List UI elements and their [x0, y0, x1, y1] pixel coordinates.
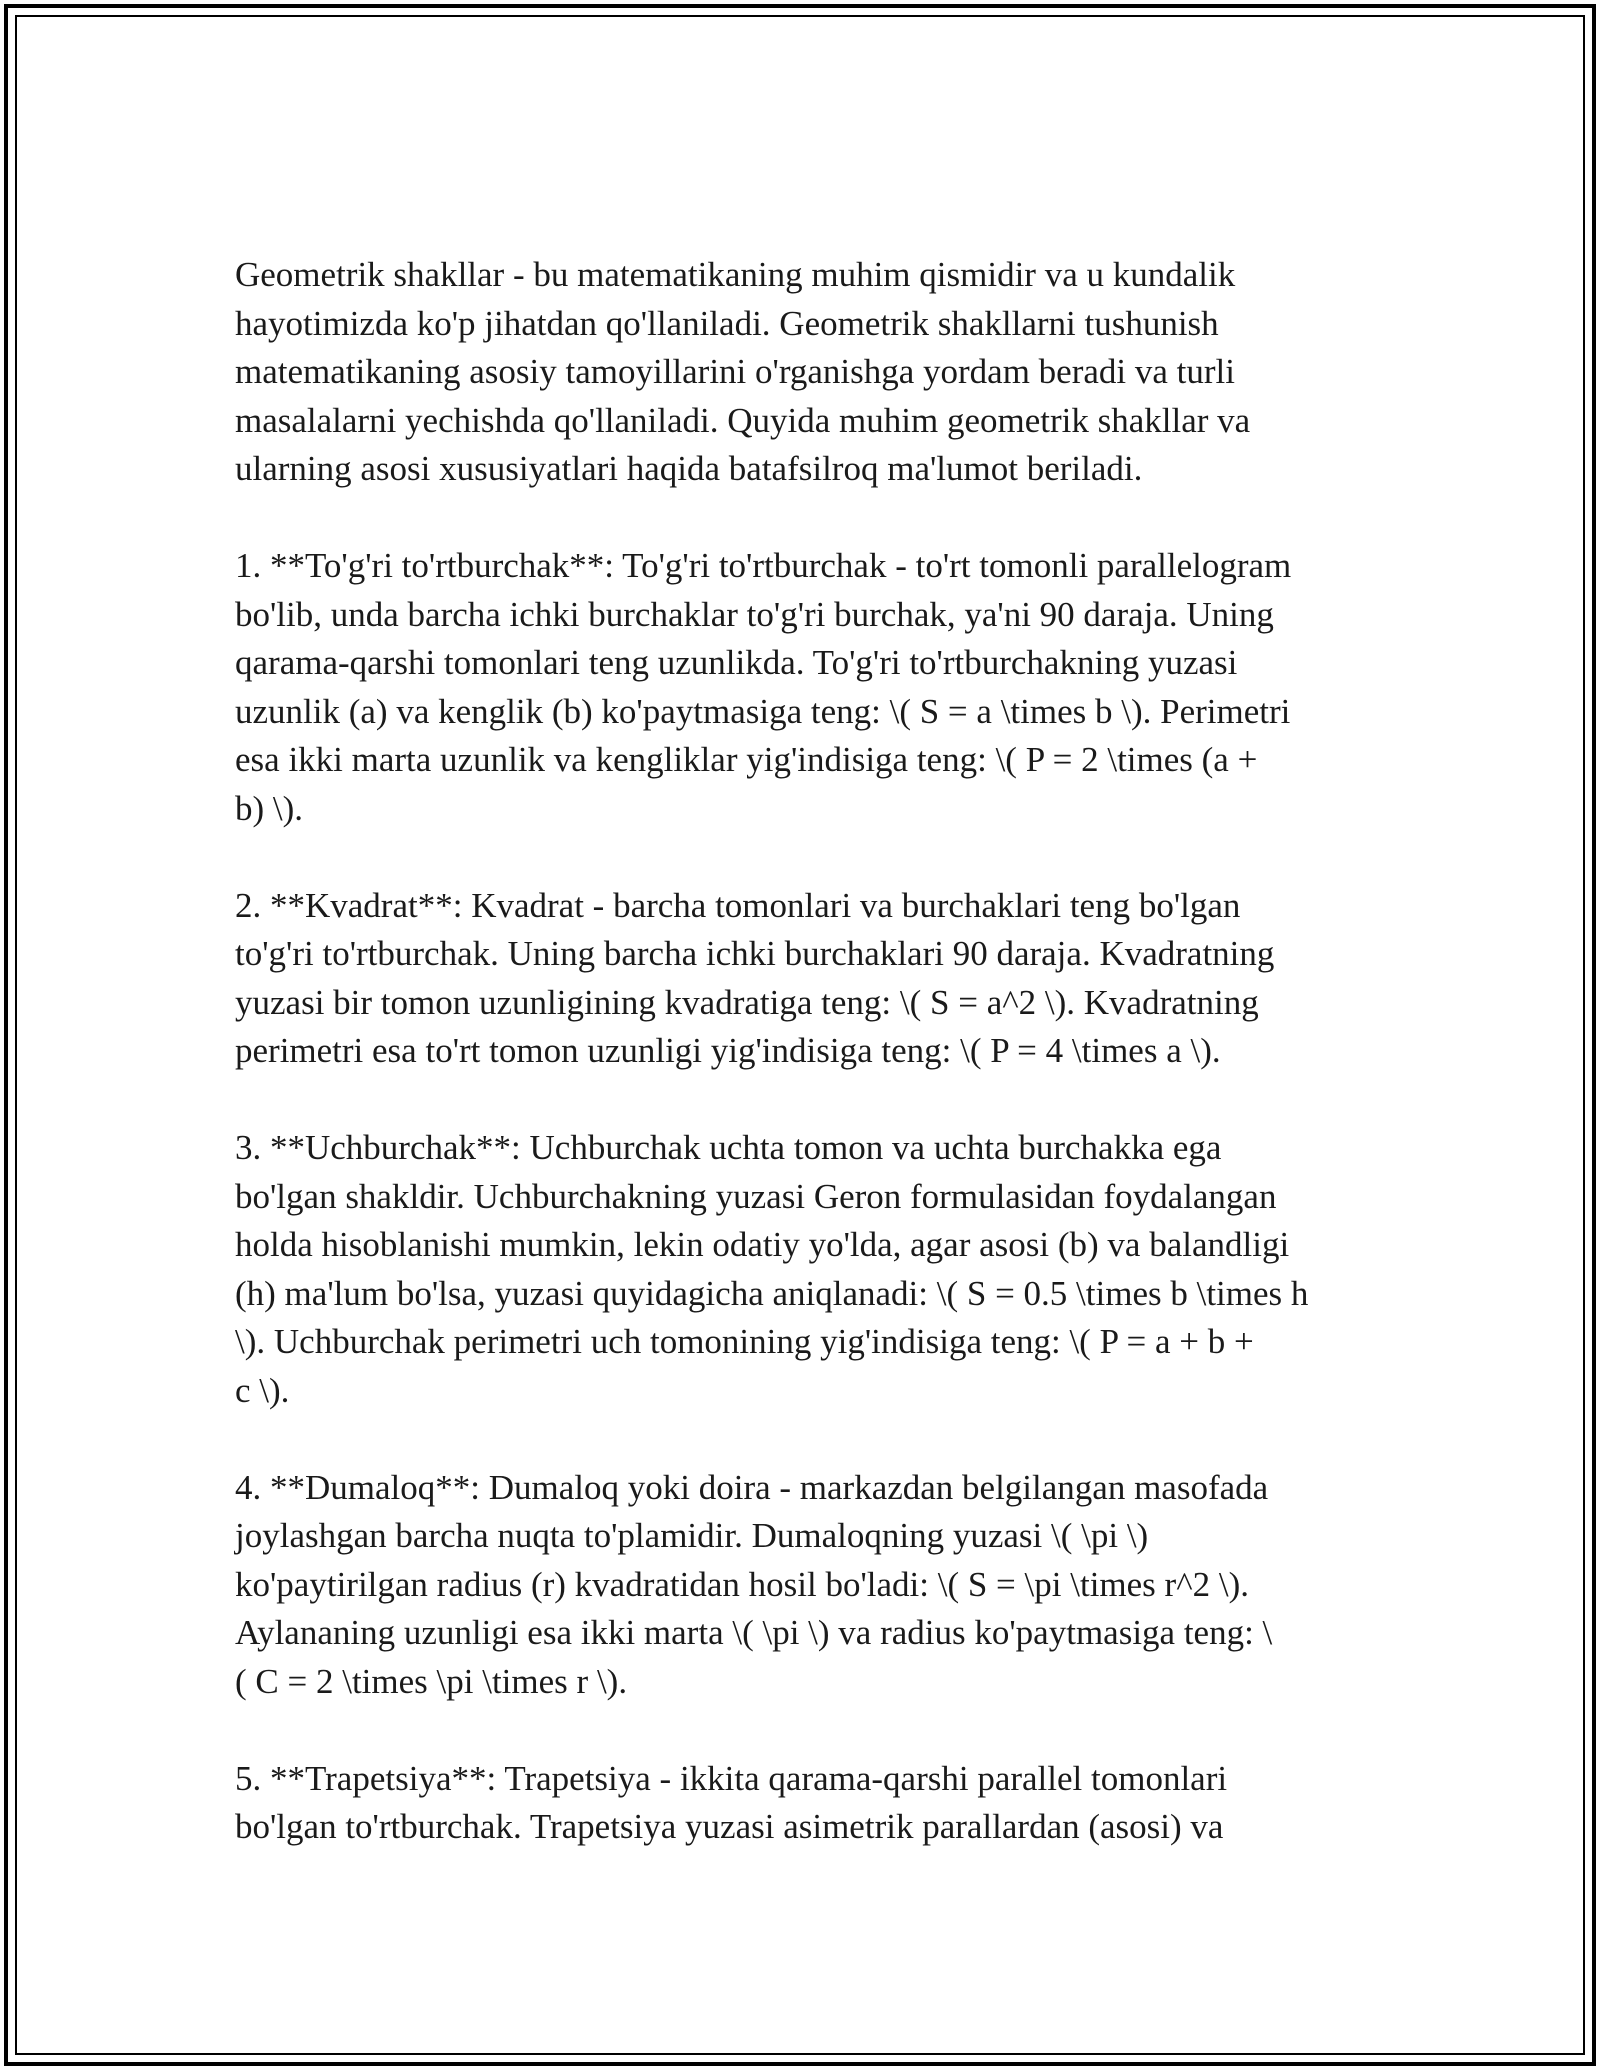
text-line: hayotimizda ko'p jihatdan qo'llaniladi. Geometrik shakllarni tushunish	[235, 303, 1219, 343]
text-line: holda hisoblanishi mumkin, lekin odatiy yo'lda, agar asosi (b) va balandligi	[235, 1225, 1290, 1264]
rectangle-paragraph	[235, 542, 1365, 833]
text-line: matematikaning asosiy tamoyillarini o'rganishga yordam beradi va turli	[235, 352, 1235, 391]
text-line: (h) ma'lum bo'lsa, yuzasi quyidagicha aniqlanadi: \( S = 0.5 \times b \times h	[235, 1273, 1309, 1313]
text-line: c \).	[235, 1370, 290, 1410]
intro-paragraph	[235, 251, 1365, 494]
triangle-paragraph	[235, 1124, 1365, 1415]
text-line: esa ikki marta uzunlik va kengliklar yig'indisiga teng: \( P = 2 \times (a +	[235, 740, 1258, 779]
text-line: uzunlik (a) va kenglik (b) ko'paytmasiga teng: \( S = a \times b \). Perimetri	[235, 691, 1291, 731]
text-line: 1. **To'g'ri to'rtburchak**: To'g'ri to'rtburchak - to'rt tomonli parallelogram	[235, 546, 1292, 585]
text-line: 5. **Trapetsiya**: Trapetsiya - ikkita qarama-qarshi parallel tomonlari	[235, 1758, 1228, 1798]
circle-paragraph	[235, 1464, 1365, 1707]
text-line: qarama-qarshi tomonlari teng uzunlikda. To'g'ri to'rtburchakning yuzasi	[235, 643, 1238, 682]
text-line: \). Uchburchak perimetri uch tomonining yig'indisiga teng: \( P = a + b +	[235, 1322, 1254, 1361]
text-line: 3. **Uchburchak**: Uchburchak uchta tomon va uchta burchakka ega	[235, 1128, 1222, 1167]
text-line: to'g'ri to'rtburchak. Uning barcha ichki burchaklari 90 daraja. Kvadratning	[235, 934, 1275, 973]
text-line: 2. **Kvadrat**: Kvadrat - barcha tomonlari va burchaklari teng bo'lgan	[235, 885, 1241, 925]
text-line: bo'lgan shakldir. Uchburchakning yuzasi Geron formulasidan foydalangan	[235, 1176, 1277, 1216]
text-line: joylashgan barcha nuqta to'plamidir. Dumaloqning yuzasi \( \pi \)	[235, 1516, 1149, 1555]
text-line: Geometrik shakllar - bu matematikaning muhim qismidir va u kundalik	[235, 255, 1236, 294]
text-line: ( C = 2 \times \pi \times r \).	[235, 1661, 628, 1701]
square-paragraph	[235, 882, 1365, 1076]
document-body	[235, 251, 1365, 1900]
text-line: perimetri esa to'rt tomon uzunligi yig'indisiga teng: \( P = 4 \times a \).	[235, 1031, 1221, 1070]
text-line: yuzasi bir tomon uzunligining kvadratiga teng: \( S = a^2 \). Kvadratning	[235, 982, 1259, 1022]
trapezoid-paragraph	[235, 1755, 1365, 1852]
text-line: bo'lgan to'rtburchak. Trapetsiya yuzasi asimetrik parallardan (asosi) va	[235, 1807, 1224, 1846]
text-line: b) \).	[235, 788, 304, 828]
text-line: masalalarni yechishda qo'llaniladi. Quyida muhim geometrik shakllar va	[235, 400, 1251, 440]
text-line: bo'lib, unda barcha ichki burchaklar to'g'ri burchak, ya'ni 90 daraja. Uning	[235, 594, 1274, 634]
text-line: ularning asosi xususiyatlari haqida batafsilroq ma'lumot beriladi.	[235, 449, 1143, 488]
text-line: ko'paytirilgan radius (r) kvadratidan hosil bo'ladi: \( S = \pi \times r^2 \).	[235, 1564, 1250, 1604]
text-line: 4. **Dumaloq**: Dumaloq yoki doira - markazdan belgilangan masofada	[235, 1467, 1269, 1507]
text-line: Aylananing uzunligi esa ikki marta \( \pi \) va radius ko'paytmasiga teng: \	[235, 1613, 1273, 1652]
